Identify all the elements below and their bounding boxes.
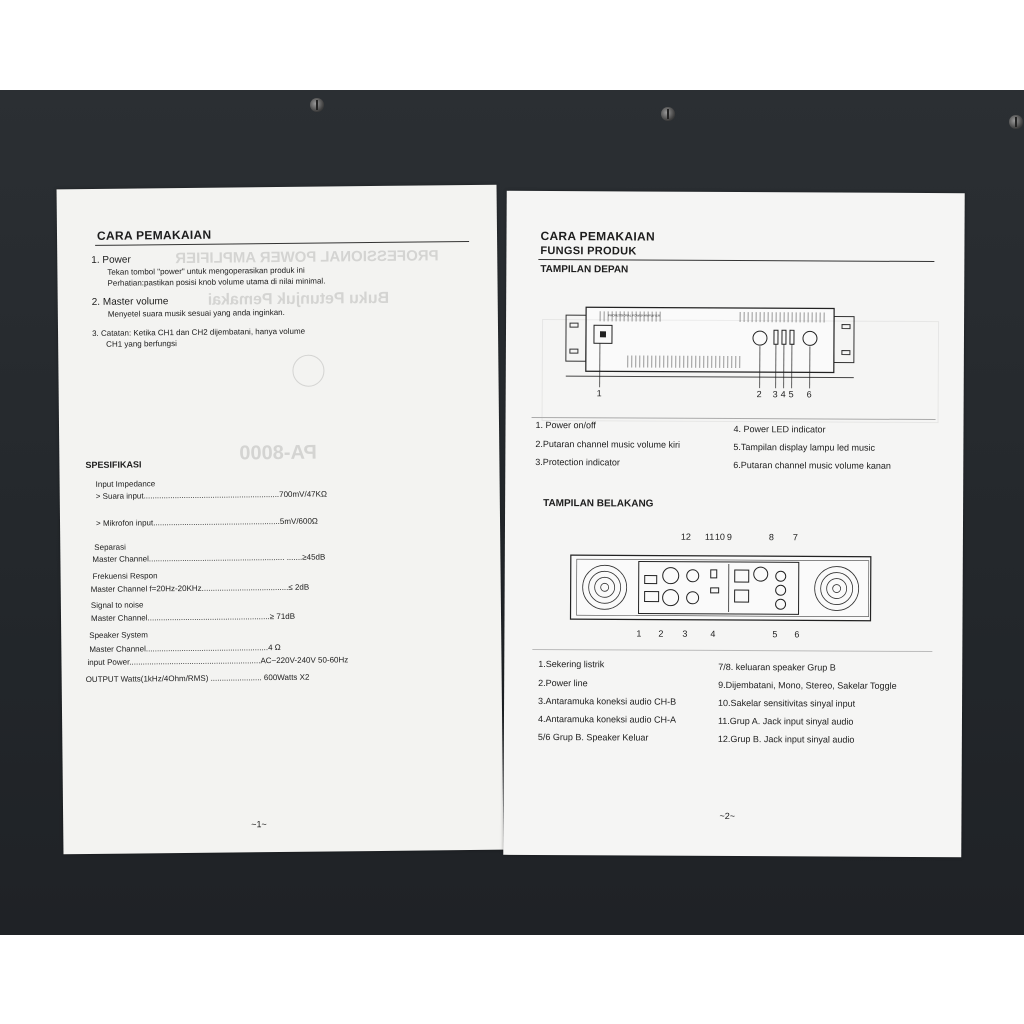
rear-item: 7/8. keluaran speaker Grup B xyxy=(718,661,836,673)
item-title: Master volume xyxy=(102,296,169,308)
screw-icon xyxy=(310,98,324,112)
rear-item: 10.Sakelar sensitivitas sinyal input xyxy=(718,697,856,709)
rear-item: 3.Antaramuka koneksi audio CH-B xyxy=(538,695,677,707)
divider xyxy=(532,649,932,652)
manual-page-2 xyxy=(503,191,964,857)
spec-row: > Suara input.............................................................700mV/47KΩ xyxy=(95,489,327,501)
spec-row: Master Channel............................................................. .......≥45dB xyxy=(92,552,326,564)
spec-label: Speaker System xyxy=(89,630,148,641)
page-number: ~2~ xyxy=(719,810,736,822)
callout-number: 8 xyxy=(768,532,774,543)
title-rule xyxy=(538,259,934,262)
spec-row: Master Channel.......................................................≥ 71dB xyxy=(90,611,296,623)
spec-row: > Mikrofon input.........................................................5mV/600Ω xyxy=(95,516,318,528)
spec-label: Input Impedance xyxy=(95,479,156,489)
rear-item: 4.Antaramuka koneksi audio CH-A xyxy=(537,713,677,725)
page-title: CARA PEMAKAIAN xyxy=(96,227,212,243)
usage-item-master-volume xyxy=(92,293,472,320)
spec-heading: SPESIFIKASI xyxy=(85,459,142,471)
callout-number: 3 xyxy=(682,628,688,639)
spec-label: Separasi xyxy=(94,542,126,552)
spec-label: Frekuensi Respon xyxy=(92,571,158,581)
usage-list xyxy=(91,251,472,350)
callout-number: 10 xyxy=(714,531,725,542)
callout-number: 12 xyxy=(680,531,691,542)
spec-row: Master Channel f=20Hz-20KHz.......................................≤ 2dB xyxy=(90,582,310,594)
spec-row: Master Channel.......................................................4 Ω xyxy=(89,642,281,655)
callout-number: 9 xyxy=(726,531,732,542)
front-item: 6.Putaran channel music volume kanan xyxy=(733,459,891,471)
callout-number: 1 xyxy=(636,628,642,639)
item-title: Power xyxy=(102,254,131,266)
spec-row: input Power...........................................................AC~220V-240V 50-60Hz xyxy=(87,655,349,668)
screw-icon xyxy=(661,107,675,121)
bleed-through-logo xyxy=(292,355,324,387)
callout-number: 2 xyxy=(658,628,664,639)
rear-item: 11.Grup A. Jack input sinyal audio xyxy=(717,715,854,727)
rear-item: 12.Grup B. Jack input sinyal audio xyxy=(717,733,855,745)
usage-item-note xyxy=(92,324,472,350)
rear-panel-diagram xyxy=(568,547,874,631)
front-view-title: TAMPILAN DEPAN xyxy=(540,263,629,276)
page-number: ~1~ xyxy=(251,819,267,830)
item-text: Tekan tombol "power" untuk mengoperasikan produk ini xyxy=(107,265,305,277)
front-item: 2.Putaran channel music volume kiri xyxy=(535,438,681,450)
item-number: 1. xyxy=(91,254,100,266)
rear-item: 1.Sekering listrik xyxy=(538,658,605,670)
callout-number: 6 xyxy=(806,389,812,400)
callout-number: 4 xyxy=(780,389,786,400)
item-number: 2. xyxy=(91,296,101,308)
callout-number: 11 xyxy=(704,531,715,542)
device-label: PROFESSIONAL POWER AMPLIFIER xyxy=(608,313,661,318)
callout-number: 3 xyxy=(772,389,778,400)
front-item: 3.Protection indicator xyxy=(535,456,620,468)
callout-number: 5 xyxy=(788,389,794,400)
section-title: FUNGSI PRODUK xyxy=(540,244,637,258)
manual-page-1 xyxy=(57,185,504,855)
front-item: 4. Power LED indicator xyxy=(733,423,826,435)
item-text: Perhatian:pastikan posisi knob volume utama di nilai minimal. xyxy=(107,276,326,288)
rear-view-title: TAMPILAN BELAKANG xyxy=(543,498,654,510)
item-number: 3. xyxy=(91,328,99,338)
bleed-through-text: PA-8000 xyxy=(239,441,317,465)
front-item: 1. Power on/off xyxy=(535,419,596,431)
item-text: Menyetel suara musik sesuai yang anda inginkan. xyxy=(107,307,285,319)
item-title: Catatan: Ketika CH1 dan CH2 dijembatani, hanya volume xyxy=(100,326,306,338)
bleed-through-text: Buku Petunjuk Pemakai xyxy=(207,289,390,309)
front-item: 5.Tampilan display lampu led music xyxy=(733,441,876,453)
usage-item-power xyxy=(91,251,471,289)
bleed-through-text: PROFESSIONAL POWER AMPLIFIER xyxy=(175,247,439,268)
callout-number: 4 xyxy=(710,628,716,639)
item-text: CH1 yang berfungsi xyxy=(106,339,177,349)
bleed-through-box xyxy=(542,319,940,423)
callout-number: 7 xyxy=(792,532,798,543)
screw-icon xyxy=(1009,115,1023,129)
callout-number: 6 xyxy=(794,629,800,640)
callout-number: 1 xyxy=(596,388,602,399)
rear-item: 2.Power line xyxy=(538,677,588,689)
rear-item: 9.Dijembatani, Mono, Stereo, Sakelar Toggle xyxy=(718,679,897,691)
spec-row: OUTPUT Watts(1kHz/4Ohm/RMS) ....................... 600Watts X2 xyxy=(85,672,310,685)
page-title: CARA PEMAKAIAN xyxy=(540,228,655,244)
spec-label: Signal to noise xyxy=(90,600,144,610)
callout-number: 5 xyxy=(772,629,778,640)
callout-number: 2 xyxy=(756,389,762,400)
rear-item: 5/6 Grup B. Speaker Keluar xyxy=(537,731,649,743)
